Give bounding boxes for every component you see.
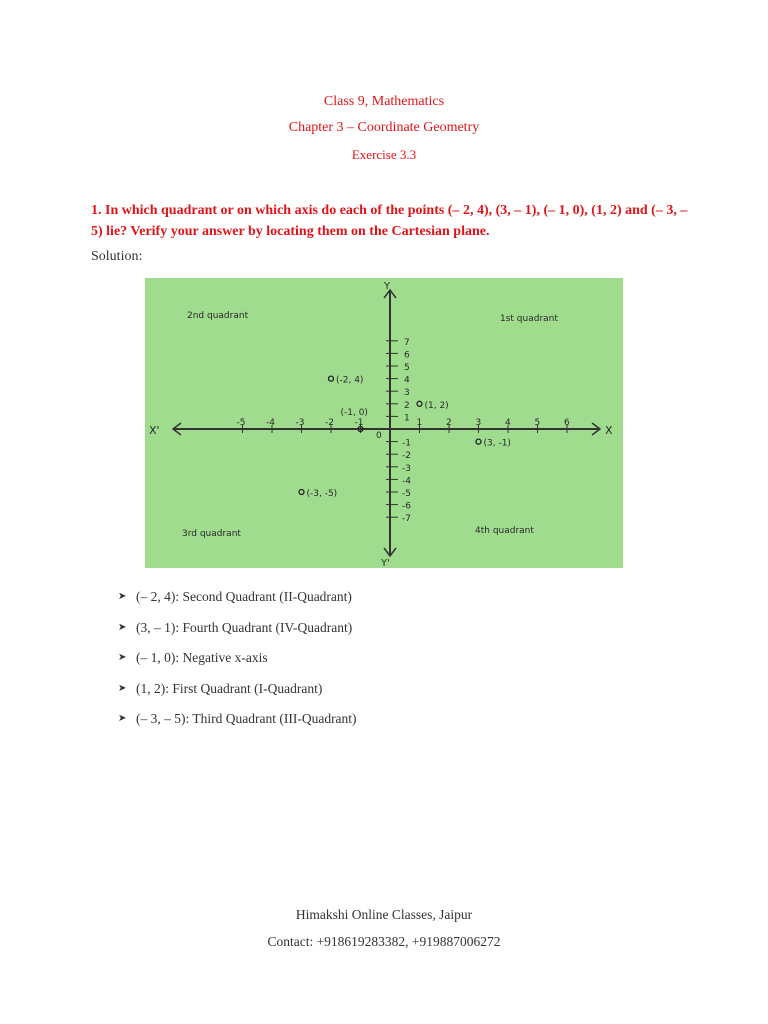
y-tick-label: 4 bbox=[404, 375, 410, 386]
answer-text: (1, 2): First Quadrant (I-Quadrant) bbox=[136, 680, 323, 696]
y-tick-label: -7 bbox=[402, 514, 411, 525]
x-tick-label: 2 bbox=[446, 418, 452, 428]
y-tick-label: -5 bbox=[402, 489, 411, 499]
answer-item bbox=[118, 620, 357, 651]
x-tick-label: -5 bbox=[236, 418, 246, 428]
data-point-label: (-3, -5) bbox=[306, 489, 338, 499]
footer-institute: Himakshi Online Classes, Jaipur bbox=[295, 907, 473, 922]
x-tick-label: -3 bbox=[295, 418, 305, 428]
arrow-bullet-icon: ➤ bbox=[118, 591, 127, 602]
origin-label: 0 bbox=[376, 431, 382, 441]
arrow-bullet-icon: ➤ bbox=[118, 713, 127, 724]
cartesian-plane-figure bbox=[145, 278, 623, 568]
solution-label: Solution: bbox=[91, 249, 143, 264]
arrow-bullet-icon: ➤ bbox=[118, 652, 127, 663]
quadrant-1-label: 1st quadrant bbox=[500, 314, 558, 324]
answer-text: (3, – 1): Fourth Quadrant (IV-Quadrant) bbox=[136, 619, 353, 635]
class-title: Class 9, Mathematics bbox=[323, 94, 445, 109]
y-tick-label: -1 bbox=[402, 438, 411, 449]
y-pos-axis-label: Y bbox=[384, 281, 391, 292]
y-tick-label: -4 bbox=[402, 476, 411, 487]
arrow-bullet-icon: ➤ bbox=[118, 621, 127, 633]
answer-list bbox=[118, 589, 357, 742]
x-tick-label: -2 bbox=[325, 418, 334, 428]
y-tick-label: 3 bbox=[404, 388, 410, 399]
answer-text: (– 2, 4): Second Quadrant (II-Quadrant) bbox=[136, 589, 352, 604]
answer-text: (– 1, 0): Negative x-axis bbox=[136, 650, 268, 665]
x-tick-label: 5 bbox=[534, 418, 541, 428]
x-pos-axis-label: X bbox=[605, 424, 613, 437]
y-tick-label: 7 bbox=[404, 337, 410, 348]
data-point-label: (-2, 4) bbox=[336, 375, 364, 386]
x-tick-label: 6 bbox=[564, 418, 570, 428]
answer-item bbox=[118, 650, 357, 681]
chapter-title: Chapter 3 – Coordinate Geometry bbox=[288, 120, 480, 135]
y-tick-label: 5 bbox=[404, 363, 410, 373]
arrow-bullet-icon: ➤ bbox=[118, 682, 127, 694]
y-tick-label: 1 bbox=[404, 413, 410, 424]
y-tick-label: -3 bbox=[402, 463, 411, 474]
answer-item bbox=[118, 681, 357, 712]
y-tick-label: -6 bbox=[402, 501, 411, 512]
exercise-title: Exercise 3.3 bbox=[351, 147, 417, 162]
x-neg-axis-label: X' bbox=[149, 424, 160, 437]
x-tick-label: 1 bbox=[416, 418, 423, 428]
y-tick-label: 6 bbox=[404, 350, 410, 361]
quadrant-3-label: 3rd quadrant bbox=[182, 529, 241, 539]
quadrant-4-label: 4th quadrant bbox=[475, 526, 534, 536]
y-tick-label: 2 bbox=[404, 400, 410, 411]
data-point-label: (-1, 0) bbox=[340, 408, 368, 418]
x-tick-label: -4 bbox=[266, 418, 275, 428]
quadrant-2-label: 2nd quadrant bbox=[187, 311, 249, 321]
y-neg-axis-label: Y' bbox=[381, 558, 390, 568]
data-point-label: (1, 2) bbox=[424, 400, 449, 411]
x-tick-label: 4 bbox=[505, 418, 511, 428]
question-text: 1. In which quadrant or on which axis do each of the points (– 2, 4), (3, – 1), (– 1, 0), (1, 2) and (– 3, – 5) lie? Verify your answer by locating them on the Cartesian plane. bbox=[91, 203, 688, 239]
x-tick-label: 3 bbox=[475, 418, 482, 428]
answer-text: (– 3, – 5): Third Quadrant (III-Quadrant) bbox=[136, 711, 357, 726]
answer-item bbox=[118, 589, 357, 620]
data-point-label: (3, -1) bbox=[483, 438, 511, 449]
footer-contact: Contact: +918619283382, +919887006272 bbox=[267, 934, 501, 949]
answer-item bbox=[118, 711, 357, 742]
y-tick-label: -2 bbox=[402, 451, 411, 462]
x-tick-label: -1 bbox=[354, 418, 364, 428]
